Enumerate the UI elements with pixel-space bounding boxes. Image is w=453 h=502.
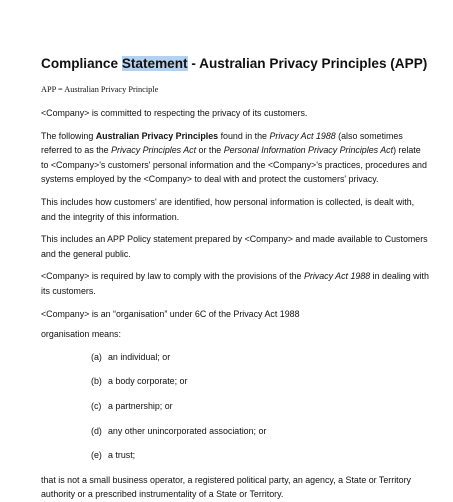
- paragraph-exclusions: that is not a small business operator, a registered political party, an agency, a State or Territory authority or a prescribed instrumentality of a State or Territory.: [41, 474, 411, 500]
- italic-act-name: Privacy Act 1988: [303, 271, 371, 282]
- list-item-label: (b): [91, 376, 102, 387]
- title-text-start: Compliance: [41, 56, 122, 71]
- bold-term-app: Australian Privacy Principles: [95, 130, 219, 141]
- text-run: The following: [41, 130, 96, 141]
- list-item: [91, 350, 429, 365]
- list-item-text: a trust;: [108, 450, 136, 461]
- title-text-end: - Australian Privacy Principles (APP): [187, 56, 428, 71]
- italic-act-name: Personal Information Privacy Principles Act: [223, 145, 394, 156]
- paragraph-identification: This includes how customers' are identified, how personal information is collected, is dealt with, and the integrity of this information.: [41, 196, 415, 222]
- paragraph-organisation-status: <Company> is an “organisation” under 6C of the Privacy Act 1988: [41, 308, 300, 319]
- text-run: <Company> is required by law to comply with the provisions of the: [41, 271, 304, 282]
- text-run: or the: [196, 145, 224, 156]
- list-item-label: (e): [91, 450, 102, 461]
- list-item: [91, 424, 429, 439]
- list-item: [91, 448, 429, 463]
- list-item-text: a body corporate; or: [108, 376, 188, 387]
- paragraph-organisation-definition: organisation means:: [41, 329, 121, 340]
- list-item-label: (a): [91, 351, 102, 362]
- paragraph-legal-requirement: [41, 269, 429, 298]
- abbreviation-note: APP = Australian Privacy Principle: [41, 85, 159, 94]
- title-selected-text: Statement: [121, 56, 188, 71]
- italic-act-name: Privacy Act 1988: [269, 130, 336, 141]
- list-item: [91, 399, 429, 414]
- paragraph-commitment: <Company> is committed to respecting the privacy of its customers.: [41, 108, 308, 118]
- paragraph-policy-statement: This includes an APP Policy statement prepared by <Company> and made available to Customers and the general public.: [41, 234, 428, 259]
- list-item-label: (c): [91, 400, 102, 411]
- document-title: [41, 56, 429, 72]
- text-run: ) relate to <Company>'s customers' personal information and the <Company>'s practices, procedures and systems employed by the <Company> to deal with and protect the customers' privacy.: [41, 145, 427, 185]
- list-item-text: any other unincorporated association; or: [108, 425, 267, 436]
- list-item-text: a partnership; or: [108, 400, 173, 411]
- text-run: found in the: [218, 130, 270, 141]
- organisation-definition-list: [41, 350, 429, 463]
- list-item: [91, 374, 429, 389]
- italic-act-name: Privacy Principles Act: [111, 145, 197, 156]
- text-run: in dealing with its customers.: [41, 271, 429, 296]
- text-run: (also sometimes referred to as the: [41, 130, 403, 156]
- paragraph-principles: [41, 129, 429, 187]
- list-item-text: an individual; or: [108, 351, 171, 362]
- list-item-label: (d): [91, 425, 102, 436]
